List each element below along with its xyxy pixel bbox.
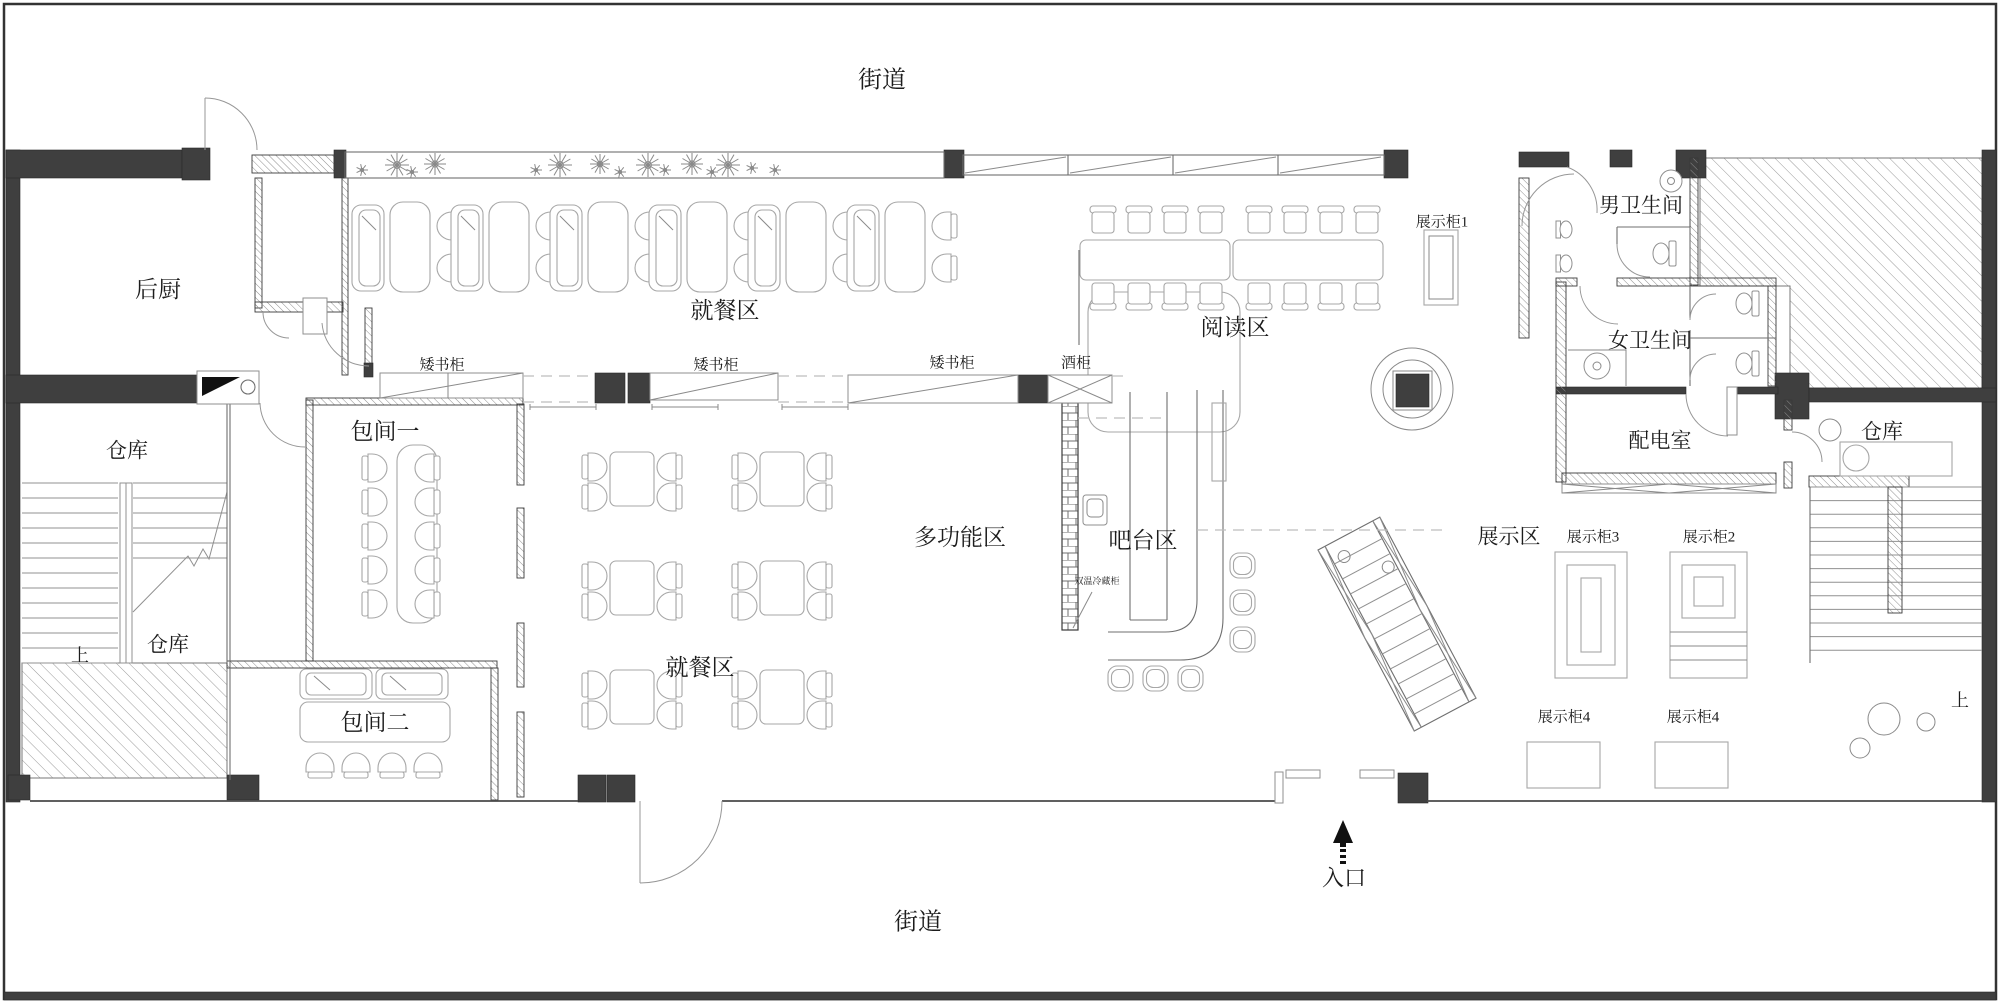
urinal — [1556, 255, 1572, 272]
label-storage-nw: 仓库 — [106, 438, 148, 463]
dchair — [807, 562, 832, 590]
dchair — [657, 453, 682, 481]
label-power-room: 配电室 — [1628, 428, 1692, 453]
dchair — [732, 671, 757, 699]
rect — [364, 363, 373, 377]
wall-column — [182, 148, 210, 180]
dchair — [582, 671, 607, 699]
sofa — [550, 205, 582, 291]
rect — [1655, 742, 1728, 788]
table-4-group — [732, 561, 832, 620]
dchair — [932, 212, 957, 240]
dchair — [732, 592, 757, 620]
table — [610, 452, 654, 506]
plant-icon — [590, 154, 610, 174]
sliding-partition — [517, 623, 524, 687]
door-arc — [1686, 394, 1728, 436]
plant-icon — [357, 164, 368, 176]
dchair — [362, 488, 387, 516]
stool — [1178, 666, 1203, 691]
label-display-cabinet-2: 展示柜2 — [1682, 529, 1736, 546]
reading-table — [1080, 240, 1230, 280]
door-arc — [263, 312, 289, 338]
rect — [1212, 403, 1226, 481]
toilet — [1736, 291, 1759, 316]
rect — [1360, 770, 1394, 778]
rect — [1784, 400, 1792, 430]
wall-column — [1398, 773, 1428, 803]
rect — [1784, 462, 1792, 488]
dchair — [807, 453, 832, 481]
reading-chair — [1090, 206, 1116, 233]
booth-group — [451, 202, 561, 292]
path — [133, 492, 227, 612]
table — [760, 670, 804, 724]
reading-chair — [1090, 283, 1116, 310]
reading-chair — [1354, 283, 1380, 310]
plant-icon — [615, 166, 626, 178]
dchair — [306, 753, 334, 778]
label-low-bookcase-2: 矮书柜 — [693, 357, 739, 374]
dchair — [732, 562, 757, 590]
label-reading: 阅读区 — [1200, 315, 1270, 341]
rect — [1562, 473, 1776, 484]
wall-column — [607, 775, 635, 802]
rect — [365, 308, 372, 368]
rect — [1556, 282, 1566, 482]
label-street-bottom: 街道 — [894, 909, 942, 936]
dchair — [415, 590, 440, 618]
brick-wall — [1062, 403, 1078, 630]
wall-column — [1384, 150, 1408, 178]
rect — [1581, 578, 1601, 652]
stool — [1143, 666, 1168, 691]
dchair — [362, 454, 387, 482]
reading-chair — [1246, 283, 1272, 310]
plant-icon — [385, 153, 409, 177]
rect — [1682, 565, 1735, 618]
label-fridge-note: 双温冷藏柜 — [1074, 576, 1120, 587]
wall-column — [1809, 388, 1996, 402]
table — [610, 670, 654, 724]
room1-north-wall — [306, 398, 523, 405]
entrance-arrow-icon — [1333, 820, 1353, 847]
booth-group — [748, 202, 858, 292]
wall-column — [1018, 375, 1048, 403]
plant-icon — [424, 153, 446, 175]
room2-east-wall — [491, 668, 498, 800]
annotations — [523, 376, 1448, 864]
label-display-cabinet-4a: 展示柜4 — [1537, 709, 1591, 726]
rect — [1809, 476, 1909, 487]
booth-table — [390, 202, 430, 292]
wall-column — [6, 375, 197, 403]
door-arc — [1580, 286, 1618, 324]
label-display-cabinet-4b: 展示柜4 — [1666, 709, 1720, 726]
label-display-cabinet-1: 展示柜1 — [1415, 214, 1469, 231]
door-arc — [1690, 354, 1716, 380]
rect — [1527, 742, 1600, 788]
dchair — [807, 701, 832, 729]
bar-counter-inner — [1108, 390, 1197, 632]
dchair — [415, 556, 440, 584]
sofa — [649, 205, 681, 291]
plant-icon — [636, 153, 660, 177]
bottom-frame-band — [4, 992, 1996, 1000]
dchair — [582, 562, 607, 590]
sofa — [748, 205, 780, 291]
stool — [1230, 590, 1255, 615]
door-arc — [1617, 244, 1650, 277]
booth-table — [588, 202, 628, 292]
plant-icon — [660, 164, 671, 176]
table-4-group — [732, 670, 832, 729]
stool — [1108, 666, 1133, 691]
wall-column — [1982, 150, 1996, 802]
rect — [255, 302, 343, 312]
reading-chair — [1354, 206, 1380, 233]
circle — [1868, 703, 1900, 735]
dchair — [807, 592, 832, 620]
dchair — [415, 522, 440, 550]
label-display-zone: 展示区 — [1477, 524, 1541, 549]
wall-column — [1556, 387, 1686, 394]
dchair — [415, 488, 440, 516]
wall — [252, 155, 334, 173]
tilted-stair — [1318, 517, 1476, 731]
dchair — [414, 753, 442, 778]
table — [760, 452, 804, 506]
rect — [1555, 552, 1627, 678]
sofa — [847, 205, 879, 291]
label-low-bookcase-3: 矮书柜 — [929, 355, 975, 372]
wall-column — [628, 373, 650, 403]
reading-chair — [1318, 206, 1344, 233]
label-up-left: 上 — [71, 645, 89, 666]
label-entrance: 入口 — [1321, 865, 1367, 891]
sliding-partition — [517, 508, 524, 578]
wall-column — [6, 150, 20, 802]
toilet — [1736, 351, 1759, 376]
label-display-cabinet-3: 展示柜3 — [1566, 529, 1620, 546]
label-multi-zone: 多功能区 — [914, 525, 1006, 551]
plant-icon — [707, 166, 718, 178]
wall-column — [8, 775, 30, 800]
door-arc — [1690, 294, 1716, 320]
dchair — [362, 522, 387, 550]
furniture — [300, 202, 1383, 778]
label-private-room-2: 包间二 — [340, 710, 410, 736]
room1-west-wall — [306, 400, 313, 661]
reading-table — [1233, 240, 1383, 280]
sw-hatch-area — [22, 663, 227, 778]
urinal — [1556, 221, 1572, 238]
label-storage-e: 仓库 — [1861, 419, 1903, 444]
dchair — [732, 483, 757, 511]
circle — [1917, 713, 1935, 731]
dchair — [732, 701, 757, 729]
label-dining-north: 就餐区 — [690, 298, 760, 324]
rect — [1562, 484, 1776, 493]
reading-chair — [1126, 206, 1152, 233]
wall-column — [227, 775, 259, 800]
plant-icon — [681, 153, 703, 175]
wall-column — [944, 150, 964, 178]
label-kitchen: 后厨 — [135, 277, 181, 303]
reading-chair — [1198, 206, 1224, 233]
rect — [1286, 770, 1320, 778]
circle — [1819, 419, 1841, 441]
kitchen-east-wall — [342, 178, 348, 375]
plant-icon — [407, 166, 418, 178]
rect — [303, 298, 327, 334]
door-arc — [260, 403, 305, 447]
table-4-group — [582, 561, 682, 620]
rect — [1888, 487, 1902, 613]
dchair — [582, 592, 607, 620]
wall-column — [595, 373, 625, 403]
door-arc — [1522, 174, 1574, 226]
rect — [1429, 236, 1453, 299]
dchair — [362, 590, 387, 618]
table — [760, 561, 804, 615]
table-4-group — [732, 452, 832, 511]
label-low-bookcase-1: 矮书柜 — [419, 357, 465, 374]
toilet — [1653, 241, 1676, 266]
rect — [1275, 772, 1283, 803]
dchair — [582, 483, 607, 511]
dchair — [582, 453, 607, 481]
rect — [1567, 565, 1615, 665]
booth-group — [649, 202, 759, 292]
plant-icon — [716, 153, 740, 177]
sink-icon — [1660, 170, 1682, 192]
dchair — [732, 453, 757, 481]
south-door-arc — [640, 801, 722, 883]
booth-group — [550, 202, 660, 292]
rect — [1617, 278, 1776, 286]
plant-icon — [747, 162, 758, 174]
stool — [1230, 553, 1255, 578]
booth-group — [847, 202, 957, 292]
circle — [1843, 445, 1869, 471]
dchair — [415, 454, 440, 482]
reading-chair — [1162, 206, 1188, 233]
rect — [1768, 286, 1776, 386]
dchair — [362, 556, 387, 584]
room2-north-wall — [227, 661, 497, 668]
dchair — [657, 592, 682, 620]
label-street-top: 街道 — [858, 67, 906, 94]
dchair — [807, 483, 832, 511]
dchair — [657, 562, 682, 590]
label-storage-sw: 仓库 — [147, 632, 189, 657]
sofa — [352, 205, 384, 291]
dchair — [657, 701, 682, 729]
booth-table — [687, 202, 727, 292]
label-wine-cabinet: 酒柜 — [1060, 355, 1092, 372]
wall-column — [1610, 150, 1632, 167]
stool — [1230, 627, 1255, 652]
sofa — [451, 205, 483, 291]
dchair — [932, 254, 957, 282]
label-up-right: 上 — [1951, 690, 1969, 711]
sliding-partition — [517, 712, 524, 797]
dchair — [657, 483, 682, 511]
wall-column — [6, 150, 182, 178]
wall-column — [578, 775, 606, 802]
window-and-plant-band — [345, 152, 1384, 178]
booth-table — [885, 202, 925, 292]
booth-table — [786, 202, 826, 292]
rect — [1690, 158, 1698, 285]
reading-chair — [1282, 283, 1308, 310]
label-dining-south: 就餐区 — [665, 655, 735, 681]
plant-icon — [531, 164, 542, 176]
booth-group — [352, 202, 462, 292]
rect — [1727, 387, 1737, 435]
table-4-group — [582, 452, 682, 511]
dchair — [342, 753, 370, 778]
reading-chair — [1246, 206, 1272, 233]
table — [610, 561, 654, 615]
wall-column — [1519, 152, 1569, 167]
label-womens-wc: 女卫生间 — [1608, 328, 1692, 353]
door-arc — [205, 98, 257, 150]
rect — [1556, 278, 1577, 286]
reading-chair — [1198, 283, 1224, 310]
label-mens-wc: 男卫生间 — [1599, 193, 1683, 218]
reading-chair — [1162, 283, 1188, 310]
wall-column — [334, 150, 346, 178]
labels-layer — [71, 66, 1969, 935]
plant-icon — [770, 164, 781, 176]
rect — [255, 178, 262, 308]
reading-chair — [1318, 283, 1344, 310]
dchair — [807, 671, 832, 699]
door-arc — [1792, 432, 1822, 462]
label-bar-zone: 吧台区 — [1108, 528, 1178, 554]
reading-chair — [1282, 206, 1308, 233]
label-private-room-1: 包间一 — [350, 419, 420, 445]
booth-table — [489, 202, 529, 292]
sliding-partition — [517, 404, 524, 485]
bar-station — [1088, 292, 1240, 432]
dchair — [378, 753, 406, 778]
rect — [1318, 517, 1476, 731]
round-feature-column — [1396, 374, 1429, 407]
dchair — [582, 701, 607, 729]
plant-icon — [548, 153, 572, 177]
reading-chair — [1126, 283, 1152, 310]
sink-icon — [1584, 353, 1610, 379]
circle — [1850, 738, 1870, 758]
rect — [1694, 577, 1723, 606]
